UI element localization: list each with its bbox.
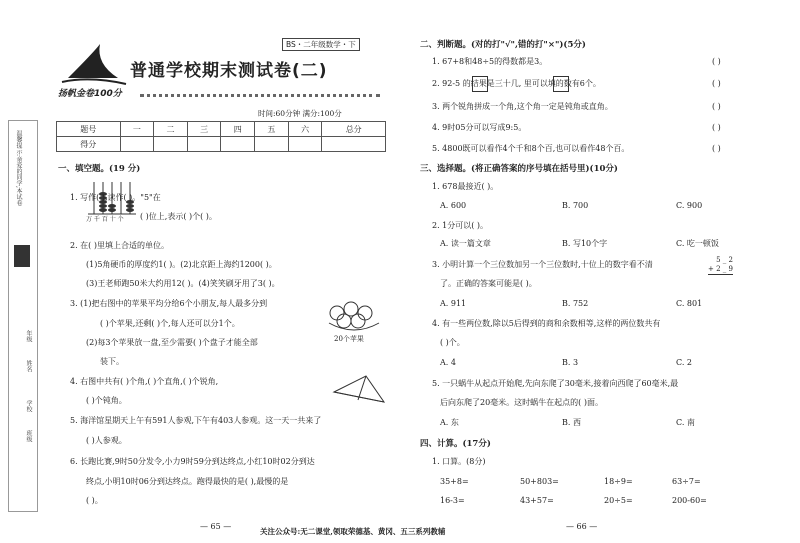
judge-1: 1. 67+8和48÷5的得数都是3。 [432,57,548,66]
choice-5-2: 后向东爬了20毫米。这时蜗牛在起点的( )面。 [440,398,603,407]
judge-2: 2. 92-5 的结果是三十几, 里可以填的数有6个。 [432,79,601,88]
judge-paren-1[interactable]: ( ) [712,57,721,66]
question-6-3: ( )。 [86,496,103,505]
choice-4-b[interactable]: B. 3 [562,358,579,367]
choice-5-b[interactable]: B. 西 [562,418,581,427]
grade-badge: BS・二年级数学・下 [282,38,360,51]
question-3-4: 装下。 [100,357,124,366]
section-choice: 三、选择题。(将正确答案的序号填在括号里)(10分) [420,164,618,174]
cell[interactable] [120,137,154,152]
cell[interactable] [288,137,322,152]
question-1a: 1. 写作( ),读作( )。"5"在 [70,193,161,202]
section-fill-blank: 一、填空题。(19 分) [58,164,141,174]
choice-1-c[interactable]: C. 900 [676,201,703,210]
cell: 题号 [57,122,121,137]
choice-5-c[interactable]: C. 南 [676,418,695,427]
calc-item[interactable]: 35+8= [440,477,469,486]
sailboat-logo-icon [60,42,128,88]
cell[interactable] [255,137,289,152]
question-4-1: 4. 右图中共有( )个角,( )个直角,( )个锐角, [70,377,219,386]
choice-3-b[interactable]: B. 752 [562,299,589,308]
calc-item[interactable]: 16-3= [440,496,465,505]
judge-3: 3. 两个锐角拼成一个角,这个角一定是钝角或直角。 [432,102,613,111]
cell: 二 [154,122,188,137]
cell: 三 [187,122,221,137]
calc-item[interactable]: 20÷5= [604,496,633,505]
sidebar-label-name: 姓名 [25,360,32,372]
sidebar-label-class: 班级 [25,430,32,442]
judge-paren-4[interactable]: ( ) [712,123,721,132]
apple-basket-icon [325,293,383,333]
choice-4-a[interactable]: A. 4 [440,358,456,367]
addend-top: 5 _ 2 [716,256,733,264]
page-number-left: — 65 — [200,522,232,531]
vertical-addition-figure [708,256,733,275]
cell: 总分 [322,122,386,137]
judge-paren-2[interactable]: ( ) [712,79,721,88]
question-3-2: ( )个苹果,还剩( )个,每人还可以分1个。 [100,319,240,328]
question-2: 2. 在( )里填上合适的单位。 [70,241,169,250]
choice-1-b[interactable]: B. 700 [562,201,589,210]
choice-3-1: 3. 小明计算一个三位数加另一个三位数时,十位上的数字看不清 [432,260,653,269]
page-title: 普通学校期末测试卷(二) [130,61,328,81]
sidebar-note: 温馨提示:亲爱的同学,本试卷 [15,130,22,206]
choice-3-c[interactable]: C. 801 [676,299,703,308]
calc-item[interactable]: 18÷9= [604,477,633,486]
question-4-2: ( )个钝角。 [86,396,127,405]
apple-caption: 20个苹果 [334,335,364,343]
choice-4-2: ( )个。 [440,338,465,347]
choice-1: 1. 678最接近( )。 [432,182,499,191]
section-judge: 二、判断题。(对的打"√",错的打"×")(5分) [420,40,586,50]
score-table [56,121,386,152]
blank-box[interactable] [553,76,569,92]
abacus-place-labels: 万 千 百 十 个 [86,216,124,223]
calc-title: 1. 口算。(8分) [432,457,486,466]
choice-2-b[interactable]: B. 写10个字 [562,239,608,248]
footer-note: 关注公众号:无二课堂,领取荣德基、黄冈、五三系列教辅 [260,527,446,536]
sidebar-block [14,245,30,267]
page-number-right: — 66 — [566,522,598,531]
cell: 六 [288,122,322,137]
cell: 得分 [57,137,121,152]
cell[interactable] [221,137,255,152]
question-3-1: 3. (1)把右图中的苹果平均分给6个小朋友,每人最多分到 [70,299,268,308]
choice-5-1: 5. 一只蜗牛从起点开始爬,先向东爬了30毫米,接着向西爬了60毫米,最 [432,379,679,388]
question-6-1: 6. 长跑比赛,9时50分发令,小力9时59分到达终点,小红10时02分到达 [70,457,315,466]
cell: 五 [255,122,289,137]
cell[interactable] [154,137,188,152]
question-2-1: (1)5角硬币的厚度约1( )。(2)北京距上海约1200( )。 [86,260,277,269]
choice-2: 2. 1分可以( )。 [432,221,489,230]
judge-4: 4. 9时05分可以写成9:5。 [432,123,527,132]
judge-paren-3[interactable]: ( ) [712,102,721,111]
calc-item[interactable]: 200-60= [672,496,707,505]
blank-box[interactable] [472,76,488,92]
cell: 四 [221,122,255,137]
divider [140,94,380,101]
cell[interactable] [322,137,386,152]
choice-5-a[interactable]: A. 东 [440,418,459,427]
exam-meta: 时间:60分钟 满分:100分 [258,109,342,118]
question-5-1: 5. 海洋馆星期天上午有591人参观,下午有403人参观。这一天一共来了 [70,416,322,425]
binding-sidebar [8,120,38,512]
choice-4-c[interactable]: C. 2 [676,358,693,367]
section-calc: 四、计算。(17分) [420,439,491,449]
choice-1-a[interactable]: A. 600 [440,201,467,210]
cell[interactable] [187,137,221,152]
sidebar-label-grade: 年级 [25,330,32,342]
question-6-2: 终点,小明10时06分到达终点。跑得最快的是( ),最慢的是 [86,477,289,486]
choice-2-a[interactable]: A. 读一篇文章 [440,239,491,248]
question-5-2: ( )人参观。 [86,436,127,445]
addend-bottom: + 2 _ 9 [708,265,733,273]
cell: 一 [120,122,154,137]
calc-item[interactable]: 63÷7= [672,477,701,486]
question-3-3: (2)每3个苹果放一盘,至少需要( )个盘子才能全部 [86,338,258,347]
judge-paren-5[interactable]: ( ) [712,144,721,153]
calc-item[interactable]: 50+803= [520,477,559,486]
judge-5: 5. 4800既可以看作4个千和8个百,也可以看作48个百。 [432,144,630,153]
choice-3-a[interactable]: A. 911 [440,299,467,308]
sidebar-label-school: 学校 [25,400,32,412]
question-1b: ( )位上,表示( )个( )。 [140,212,217,221]
choice-4-1: 4. 有一些两位数,除以5后得到的商和余数相等,这样的两位数共有 [432,319,661,328]
brand-label: 扬帆金卷100分 [58,89,122,99]
choice-3-2: 了。正确的答案可能是( )。 [440,279,537,288]
question-2-2: (3)王老师跑50米大约用12( )。(4)笑笑刷牙用了3( )。 [86,279,280,288]
angle-figure-icon [332,374,386,404]
choice-2-c[interactable]: C. 吃一顿饭 [676,239,719,248]
calc-item[interactable]: 43+57= [520,496,554,505]
